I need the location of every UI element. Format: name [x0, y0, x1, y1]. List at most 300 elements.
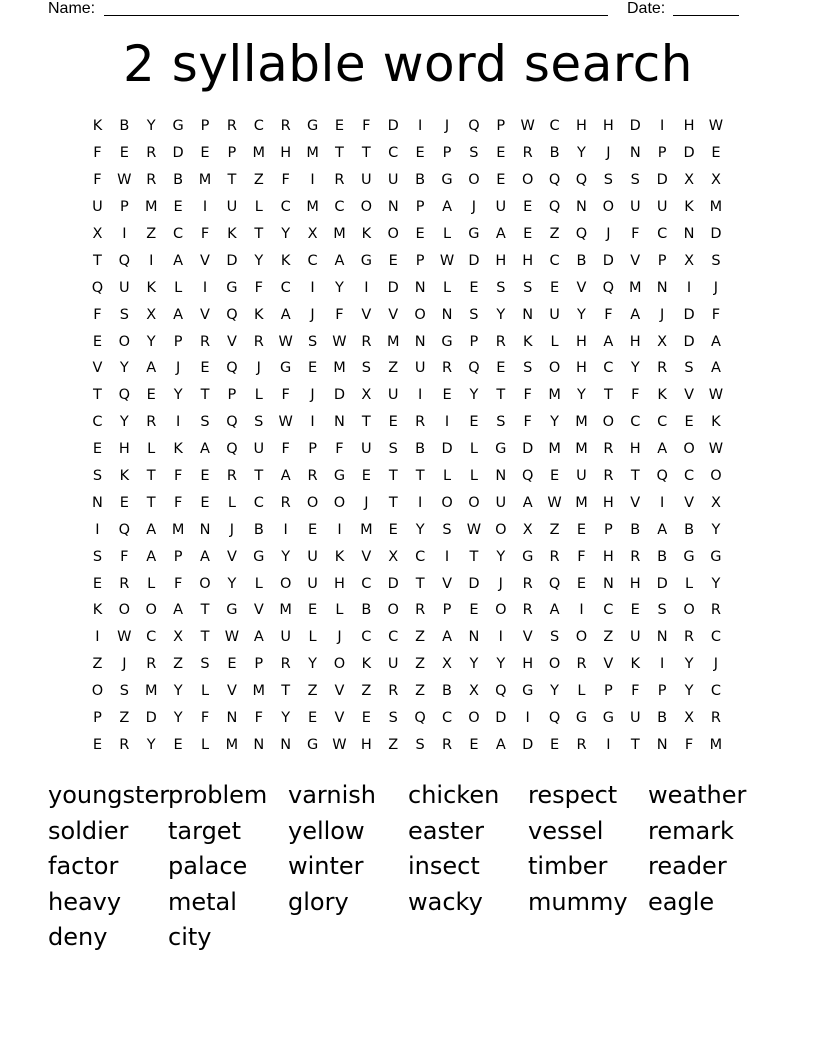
grid-letter: F [281, 387, 290, 404]
grid-letter: K [146, 279, 156, 296]
grid-letter: Z [361, 683, 372, 700]
grid-letter: O [710, 468, 722, 485]
grid-letter: R [549, 548, 560, 565]
grid-letter: S [307, 333, 318, 350]
grid-letter: A [442, 629, 452, 646]
grid-letter: F [631, 683, 640, 700]
grid-letter: A [657, 521, 668, 538]
grid-letter: F [281, 441, 290, 458]
grid-letter: O [333, 494, 346, 511]
grid-letter: L [442, 279, 452, 296]
grid-letter: T [200, 629, 210, 646]
grid-letter: W [278, 333, 293, 350]
grid-letter: A [522, 494, 533, 511]
grid-letter: B [415, 441, 426, 458]
grid-letter: E [496, 172, 506, 189]
grid-letter: Z [307, 683, 318, 700]
grid-letter: S [388, 441, 398, 458]
grid-letter: D [468, 252, 480, 269]
grid-letter: W [466, 521, 482, 538]
grid-letter: Y [577, 306, 586, 323]
grid-letter: A [146, 360, 157, 377]
grid-letter: D [387, 575, 399, 592]
grid-letter: M [198, 172, 212, 189]
grid-letter: E [469, 602, 479, 619]
grid-letter: A [173, 252, 184, 269]
grid-letter: L [174, 279, 183, 296]
grid-letter: Q [118, 521, 131, 538]
grid-letter: I [283, 521, 288, 538]
grid-letter: K [684, 199, 694, 216]
word-list-item: target [168, 816, 241, 845]
grid-letter: J [606, 145, 611, 162]
grid-letter: R [146, 414, 157, 431]
grid-letter: O [199, 575, 211, 592]
grid-letter: Z [119, 710, 130, 727]
grid-letter: K [630, 656, 641, 673]
grid-letter: B [576, 252, 587, 269]
word-list-item: yellow [288, 816, 365, 845]
grid-letter: U [307, 548, 318, 565]
grid-letter: O [548, 656, 561, 673]
grid-letter: T [361, 145, 371, 162]
grid-letter: G [306, 118, 319, 135]
grid-letter: O [468, 172, 480, 189]
grid-letter: I [310, 172, 315, 189]
grid-letter: O [495, 521, 507, 538]
grid-letter: R [307, 468, 318, 485]
grid-letter: H [522, 656, 534, 673]
grid-letter: P [93, 710, 102, 727]
grid-letter: S [630, 172, 640, 189]
grid-letter: T [361, 414, 371, 431]
grid-letter: S [711, 252, 721, 269]
grid-letter: M [252, 683, 266, 700]
grid-letter: E [442, 387, 452, 404]
grid-letter: R [388, 683, 399, 700]
grid-letter: C [173, 226, 184, 242]
grid-letter: S [119, 683, 129, 700]
grid-letter: Y [577, 387, 586, 404]
word-list-item: insect [408, 852, 480, 880]
grid-letter: G [575, 710, 588, 727]
grid-letter: H [334, 575, 345, 592]
grid-letter: I [310, 414, 315, 431]
grid-letter: I [95, 629, 100, 646]
grid-letter: S [549, 629, 560, 646]
grid-letter: L [469, 468, 478, 485]
grid-letter: W [332, 736, 347, 753]
grid-letter: G [360, 252, 372, 269]
grid-letter: R [522, 145, 533, 162]
grid-letter: C [388, 629, 399, 646]
grid-letter: X [657, 333, 668, 350]
grid-letter: G [280, 360, 292, 377]
grid-letter: R [522, 602, 533, 619]
grid-letter: A [495, 226, 506, 242]
grid-letter: I [579, 602, 584, 619]
word-list-item: heavy [48, 887, 122, 916]
grid-letter: Q [226, 306, 238, 323]
grid-letter: E [173, 736, 183, 753]
word-list-item: varnish [288, 781, 376, 809]
grid-letter: C [549, 118, 560, 135]
grid-letter: J [337, 629, 342, 646]
grid-letter: T [93, 387, 102, 404]
grid-letter: N [334, 414, 345, 431]
grid-letter: E [92, 736, 103, 753]
grid-letter: E [469, 279, 479, 296]
word-list-item: factor [48, 852, 119, 880]
grid-letter: N [92, 494, 103, 511]
grid-letter: T [200, 602, 210, 619]
grid-letter: E [307, 360, 318, 377]
grid-letter: Q [548, 199, 561, 216]
grid-letter: H [576, 360, 587, 377]
grid-letter: I [417, 387, 423, 404]
grid-letter: D [495, 710, 507, 727]
grid-letter: H [576, 333, 587, 350]
grid-letter: B [415, 172, 426, 189]
grid-letter: G [522, 548, 534, 565]
grid-letter: K [92, 118, 103, 135]
grid-letter: N [387, 199, 399, 216]
grid-letter: E [200, 145, 210, 162]
grid-letter: S [119, 306, 129, 323]
grid-letter: I [122, 226, 127, 242]
grid-letter: Y [119, 414, 129, 431]
grid-letter: E [200, 360, 210, 377]
grid-letter: V [334, 683, 345, 700]
grid-letter: Z [388, 360, 399, 377]
grid-letter: S [361, 360, 371, 377]
grid-letter: Y [550, 414, 560, 431]
grid-letter: O [387, 226, 399, 242]
grid-letter: Z [173, 656, 184, 673]
grid-letter: Y [496, 656, 506, 673]
grid-letter: I [417, 118, 423, 135]
grid-letter: V [226, 683, 237, 700]
grid-letter: O [602, 414, 615, 431]
grid-letter: Q [602, 279, 615, 296]
grid-letter: M [709, 736, 723, 753]
grid-letter: E [415, 145, 425, 162]
grid-letter: O [387, 602, 399, 619]
grid-letter: Y [711, 575, 721, 592]
grid-letter: E [576, 521, 587, 538]
grid-letter: G [306, 736, 319, 753]
grid-letter: S [603, 172, 613, 189]
grid-letter: A [442, 199, 452, 216]
grid-letter: Q [468, 118, 480, 135]
grid-letter: F [93, 172, 102, 189]
grid-letter: I [660, 118, 665, 135]
grid-letter: E [119, 494, 129, 511]
grid-letter: W [708, 387, 724, 404]
grid-letter: C [92, 414, 103, 431]
grid-letter: R [361, 333, 372, 350]
grid-letter: I [686, 279, 692, 296]
grid-letter: E [92, 575, 103, 592]
grid-letter: P [442, 145, 452, 162]
grid-letter: W [547, 494, 562, 511]
grid-letter: L [684, 575, 694, 592]
grid-letter: O [683, 602, 695, 619]
grid-letter: Y [308, 656, 317, 673]
grid-letter: Y [577, 145, 586, 162]
grid-letter: F [335, 306, 344, 323]
grid-letter: F [254, 279, 263, 296]
grid-letter: T [254, 226, 264, 242]
grid-letter: E [92, 441, 103, 458]
grid-letter: S [684, 360, 694, 377]
grid-letter: U [280, 629, 291, 646]
grid-letter: I [444, 548, 450, 565]
grid-letter: K [711, 414, 721, 431]
grid-letter: O [360, 199, 373, 216]
grid-letter: R [684, 629, 695, 646]
grid-letter: T [415, 468, 425, 485]
grid-letter: J [471, 199, 477, 216]
grid-letter: O [468, 494, 480, 511]
word-list-item: chicken [408, 781, 500, 809]
grid-letter: E [334, 118, 345, 135]
grid-letter: G [710, 548, 722, 565]
grid-letter: H [280, 145, 292, 162]
grid-letter: F [362, 118, 371, 135]
grid-letter: B [119, 118, 130, 135]
grid-letter: J [364, 494, 369, 511]
grid-letter: T [388, 468, 398, 485]
grid-letter: Y [281, 226, 291, 242]
grid-letter: U [119, 279, 130, 296]
grid-letter: Q [226, 414, 238, 431]
grid-letter: Z [549, 226, 560, 242]
grid-letter: L [442, 226, 452, 242]
grid-letter: H [629, 575, 641, 592]
grid-letter: U [387, 387, 399, 404]
grid-letter: C [657, 414, 668, 431]
grid-letter: W [117, 172, 132, 189]
grid-letter: E [523, 226, 533, 242]
grid-letter: S [200, 414, 210, 431]
grid-letter: E [307, 521, 318, 538]
grid-letter: S [92, 548, 103, 565]
grid-letter: Y [281, 710, 291, 727]
grid-letter: N [576, 199, 587, 216]
grid-letter: Y [227, 575, 237, 592]
grid-letter: X [710, 494, 721, 511]
grid-letter: X [388, 548, 399, 565]
grid-letter: E [388, 414, 398, 431]
grid-letter: K [119, 468, 130, 485]
grid-letter: P [603, 683, 613, 700]
word-list-item: weather [648, 781, 747, 809]
grid-letter: A [200, 441, 210, 458]
grid-letter: D [333, 387, 346, 404]
grid-letter: T [146, 494, 156, 511]
grid-letter: N [199, 521, 211, 538]
grid-letter: G [441, 172, 453, 189]
grid-letter: R [146, 145, 157, 162]
grid-letter: D [226, 252, 238, 269]
grid-letter: Q [226, 441, 238, 458]
grid-letter: R [119, 736, 130, 753]
grid-letter: T [603, 387, 613, 404]
grid-letter: L [147, 575, 156, 592]
grid-letter: A [146, 548, 157, 565]
grid-letter: P [415, 252, 425, 269]
grid-letter: A [549, 602, 560, 619]
grid-letter: Y [146, 736, 156, 753]
grid-letter: X [92, 226, 103, 242]
grid-letter: Q [118, 387, 131, 404]
grid-letter: M [144, 199, 158, 216]
grid-letter: R [280, 118, 291, 135]
grid-letter: W [520, 118, 535, 135]
grid-letter: Z [415, 683, 426, 700]
grid-letter: I [660, 656, 665, 673]
grid-letter: V [684, 387, 694, 404]
word-list-item: deny [48, 923, 108, 951]
grid-letter: T [146, 468, 156, 485]
grid-letter: M [144, 683, 158, 700]
grid-letter: U [307, 575, 318, 592]
grid-letter: F [631, 387, 640, 404]
grid-letter: S [254, 414, 264, 431]
grid-letter: R [146, 172, 157, 189]
grid-letter: F [120, 548, 129, 565]
grid-letter: E [227, 656, 237, 673]
grid-letter: O [683, 441, 695, 458]
grid-letter: A [280, 306, 291, 323]
grid-letter: X [684, 252, 694, 269]
grid-letter: Y [119, 360, 129, 377]
grid-letter: J [175, 360, 181, 377]
grid-letter: N [414, 279, 426, 296]
grid-letter: Y [146, 118, 156, 135]
grid-letter: U [361, 441, 372, 458]
grid-letter: E [388, 252, 398, 269]
grid-letter: G [522, 683, 534, 700]
grid-letter: Q [91, 279, 104, 296]
grid-letter: V [684, 494, 694, 511]
grid-letter: P [119, 199, 129, 216]
grid-letter: V [630, 494, 641, 511]
grid-letter: Q [548, 710, 561, 727]
grid-letter: Y [281, 548, 291, 565]
grid-letter: C [683, 468, 695, 485]
grid-letter: H [360, 736, 372, 753]
grid-letter: C [280, 279, 291, 296]
grid-letter: T [630, 468, 640, 485]
grid-letter: Y [173, 387, 183, 404]
grid-letter: P [227, 387, 237, 404]
grid-letter: E [307, 710, 318, 727]
grid-letter: U [495, 494, 507, 511]
grid-letter: M [629, 279, 642, 296]
grid-letter: Q [548, 575, 561, 592]
grid-letter: J [310, 387, 315, 404]
grid-letter: I [202, 279, 208, 296]
grid-letter: M [333, 360, 346, 377]
grid-letter: Z [603, 629, 614, 646]
grid-letter: T [281, 683, 291, 700]
grid-letter: U [629, 629, 641, 646]
grid-letter: T [469, 548, 479, 565]
grid-letter: T [496, 387, 506, 404]
grid-letter: G [253, 548, 265, 565]
grid-letter: B [361, 602, 372, 619]
word-list-item: palace [168, 852, 248, 880]
grid-letter: Y [173, 683, 183, 700]
grid-letter: Y [173, 710, 183, 727]
grid-letter: E [496, 360, 506, 377]
grid-letter: E [200, 468, 210, 485]
word-list-item: easter [408, 816, 485, 845]
grid-letter: F [173, 575, 183, 592]
grid-letter: H [576, 118, 587, 135]
grid-letter: U [549, 306, 560, 323]
grid-letter: A [334, 252, 345, 269]
grid-letter: O [468, 710, 480, 727]
grid-letter: I [606, 736, 611, 753]
grid-letter: N [414, 333, 426, 350]
grid-letter: J [606, 226, 611, 242]
grid-letter: F [711, 306, 721, 323]
grid-letter: W [278, 414, 293, 431]
grid-letter: F [200, 710, 210, 727]
grid-letter: O [118, 333, 131, 350]
grid-letter: Q [495, 683, 507, 700]
grid-letter: A [710, 333, 721, 350]
grid-letter: E [684, 414, 694, 431]
grid-letter: P [200, 118, 210, 135]
grid-letter: F [254, 710, 263, 727]
grid-letter: E [711, 145, 721, 162]
grid-letter: M [709, 199, 723, 216]
grid-letter: O [548, 360, 561, 377]
grid-letter: A [173, 306, 184, 323]
word-list-item: soldier [48, 816, 129, 845]
grid-letter: E [173, 199, 183, 216]
grid-letter: T [415, 575, 425, 592]
grid-letter: W [708, 441, 724, 458]
grid-letter: C [657, 226, 668, 242]
date-blank-line [673, 15, 739, 16]
grid-letter: W [439, 252, 455, 269]
grid-letter: I [202, 199, 208, 216]
grid-letter: Y [254, 252, 264, 269]
word-list [48, 778, 768, 956]
grid-letter: V [361, 548, 372, 565]
grid-letter: V [226, 548, 237, 565]
grid-letter: M [575, 414, 588, 431]
grid-letter: G [172, 118, 184, 135]
grid-letter: H [602, 118, 614, 135]
grid-letter: C [603, 602, 614, 619]
grid-letter: R [576, 736, 587, 753]
grid-letter: E [469, 736, 479, 753]
grid-letter: U [361, 172, 372, 189]
grid-letter: F [173, 468, 183, 485]
grid-letter: H [118, 441, 130, 458]
grid-letter: R [146, 656, 157, 673]
grid-letter: U [629, 199, 641, 216]
grid-letter: M [225, 736, 239, 753]
grid-letter: C [710, 629, 721, 646]
grid-letter: A [253, 629, 264, 646]
